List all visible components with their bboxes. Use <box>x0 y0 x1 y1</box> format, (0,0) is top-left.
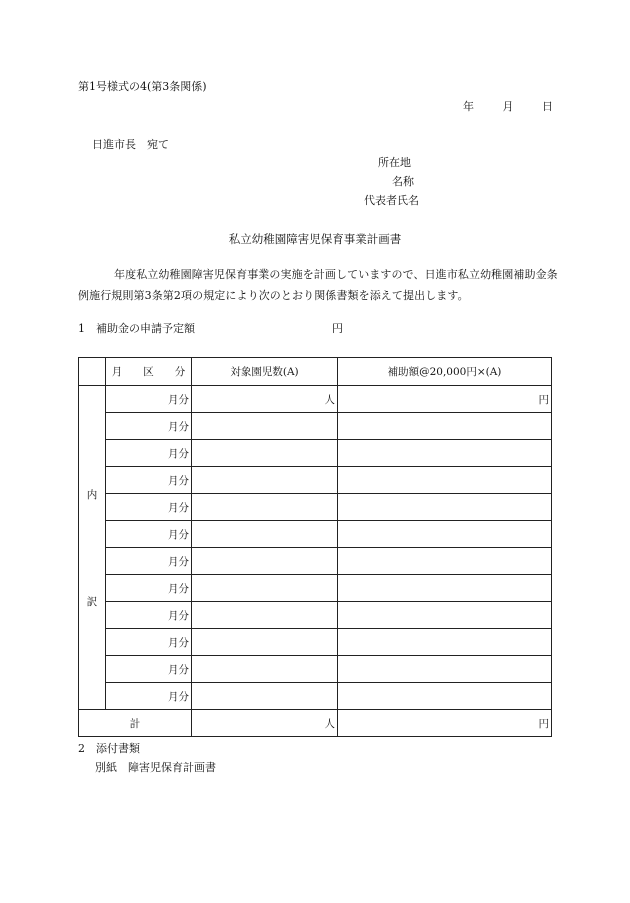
total-label: 計 <box>79 710 192 737</box>
table-row <box>79 602 552 629</box>
children-cell[interactable] <box>192 629 338 656</box>
amount-cell[interactable] <box>338 521 552 548</box>
header-blank <box>79 358 106 386</box>
table-row <box>79 548 552 575</box>
date-month: 月 <box>502 100 514 113</box>
table-row <box>79 521 552 548</box>
item2-label: 2 添付書類 <box>78 742 140 755</box>
body-paragraph: 年度私立幼稚園障害児保育事業の実施を計画していますので、日進市私立幼稚園補助金条例施行規則第3条第2項の規定により次のとおり関係書類を添えて提出します。 <box>78 268 558 302</box>
period-cell[interactable]: 月分 <box>106 602 192 629</box>
children-cell[interactable] <box>192 656 338 683</box>
period-cell[interactable]: 月分 <box>106 629 192 656</box>
date-day: 日 <box>542 100 553 113</box>
amount-cell[interactable]: 円 <box>338 386 552 413</box>
applicant-name-label: 名称 <box>392 175 414 188</box>
item1-label: 1 補助金の申請予定額 <box>78 322 195 335</box>
amount-cell[interactable] <box>338 467 552 494</box>
table-row <box>79 386 552 413</box>
children-cell[interactable] <box>192 521 338 548</box>
period-cell[interactable]: 月分 <box>106 413 192 440</box>
side-label-top: 内 <box>86 488 98 501</box>
item1-unit: 円 <box>332 322 343 335</box>
period-cell[interactable]: 月分 <box>106 683 192 710</box>
header-children: 対象園児数(A) <box>192 358 338 386</box>
children-cell[interactable] <box>192 494 338 521</box>
amount-cell[interactable] <box>338 575 552 602</box>
total-children-cell[interactable]: 人 <box>192 710 338 737</box>
side-label-bottom: 訳 <box>86 595 98 608</box>
amount-cell[interactable] <box>338 629 552 656</box>
total-amount-cell[interactable]: 円 <box>338 710 552 737</box>
amount-cell[interactable] <box>338 602 552 629</box>
table-row <box>79 413 552 440</box>
applicant-representative-label: 代表者氏名 <box>364 194 419 207</box>
date-line <box>463 100 553 114</box>
header-amount: 補助額@20,000円×(A) <box>338 358 552 386</box>
period-cell[interactable]: 月分 <box>106 575 192 602</box>
amount-cell[interactable] <box>338 656 552 683</box>
applicant-location-label: 所在地 <box>378 156 411 169</box>
table-header-row <box>79 358 552 386</box>
children-cell[interactable] <box>192 683 338 710</box>
addressee: 日進市長 宛て <box>92 138 169 151</box>
period-cell[interactable]: 月分 <box>106 521 192 548</box>
children-cell[interactable] <box>192 467 338 494</box>
table-row <box>79 656 552 683</box>
table-row <box>79 575 552 602</box>
table-row <box>79 494 552 521</box>
period-cell[interactable]: 月分 <box>106 386 192 413</box>
children-cell[interactable] <box>192 440 338 467</box>
form-number: 第1号様式の4(第3条関係) <box>78 80 207 93</box>
date-year: 年 <box>463 100 474 113</box>
document-title: 私立幼稚園障害児保育事業計画書 <box>228 232 402 246</box>
children-cell[interactable] <box>192 602 338 629</box>
period-cell[interactable]: 月分 <box>106 494 192 521</box>
children-cell[interactable] <box>192 575 338 602</box>
amount-cell[interactable] <box>338 494 552 521</box>
table-row <box>79 629 552 656</box>
children-cell[interactable] <box>192 548 338 575</box>
amount-cell[interactable] <box>338 548 552 575</box>
period-cell[interactable]: 月分 <box>106 467 192 494</box>
item2-attachment: 別紙 障害児保育計画書 <box>95 761 216 774</box>
table-row <box>79 467 552 494</box>
amount-cell[interactable] <box>338 440 552 467</box>
period-cell[interactable]: 月分 <box>106 440 192 467</box>
children-cell[interactable]: 人 <box>192 386 338 413</box>
header-period: 月 区 分 <box>106 358 192 386</box>
period-cell[interactable]: 月分 <box>106 548 192 575</box>
breakdown-table <box>78 357 552 737</box>
amount-cell[interactable] <box>338 683 552 710</box>
amount-cell[interactable] <box>338 413 552 440</box>
period-cell[interactable]: 月分 <box>106 656 192 683</box>
table-row <box>79 440 552 467</box>
children-cell[interactable] <box>192 413 338 440</box>
table-row <box>79 683 552 710</box>
total-row <box>79 710 552 737</box>
breakdown-side-label <box>79 386 106 710</box>
